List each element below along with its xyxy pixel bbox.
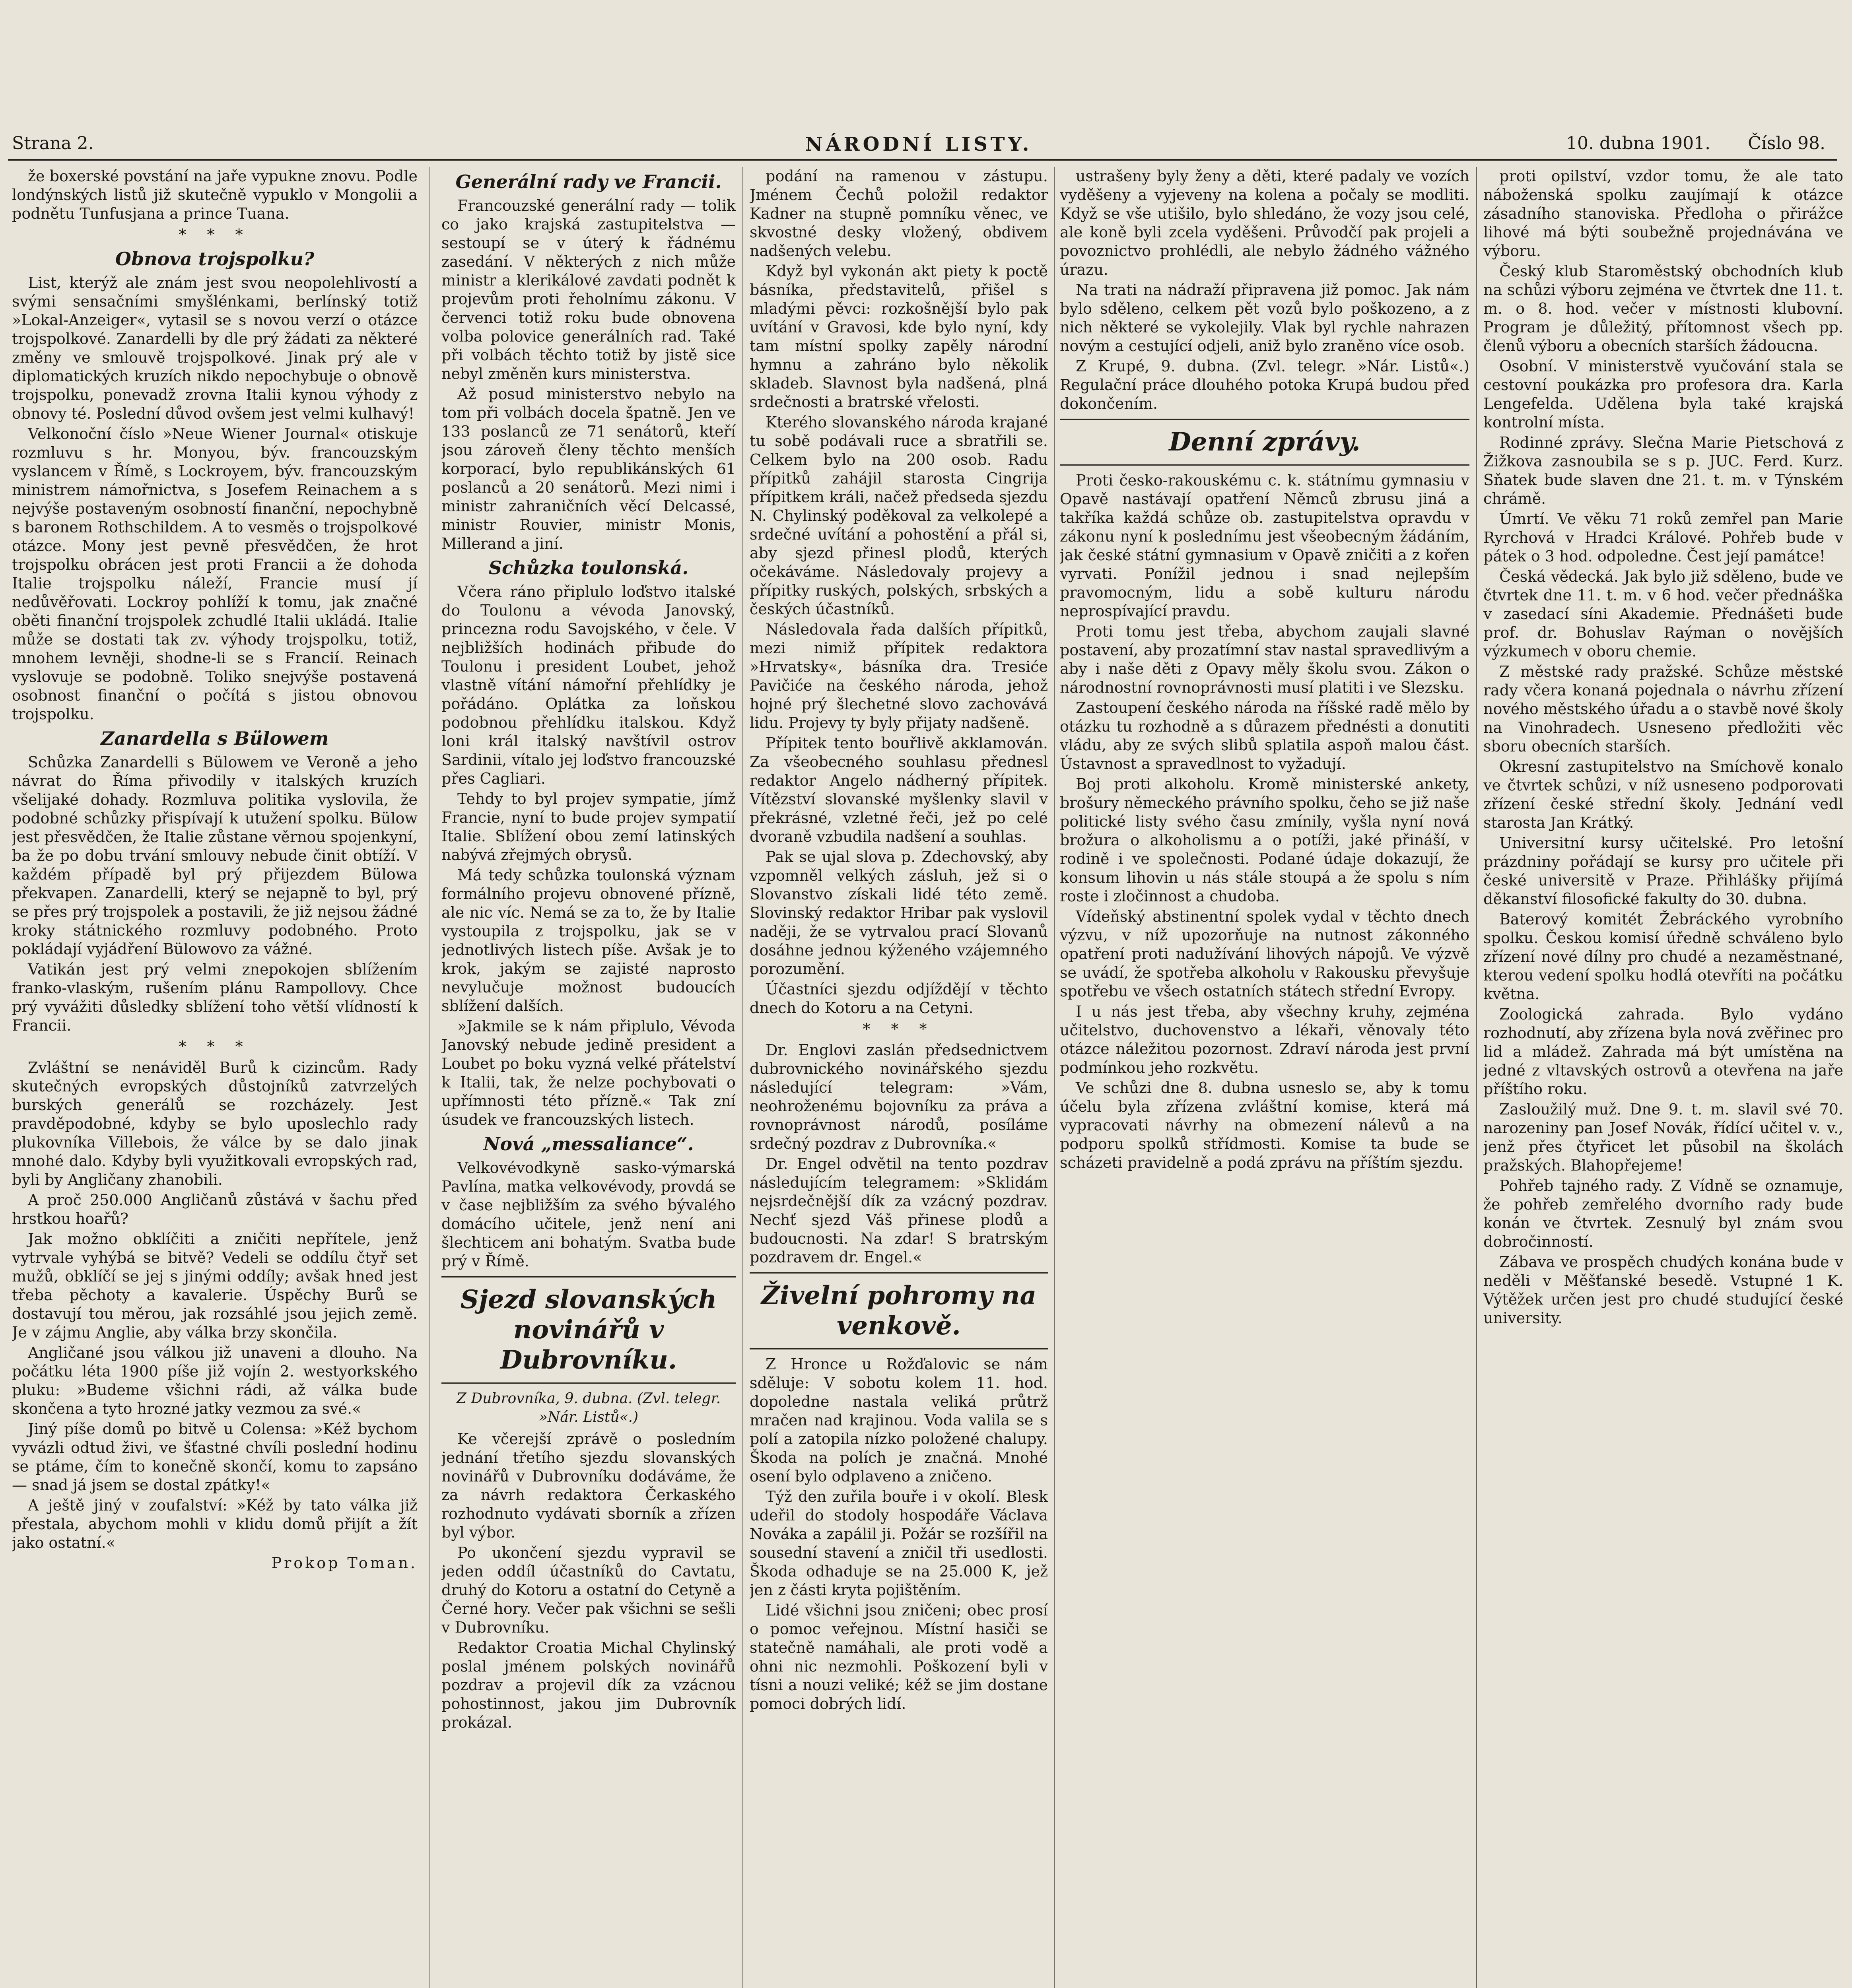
article-text: Redaktor Croatia Michal Chylinský poslal jménem polských novinářů pozdrav a projevil dík za vzácnou pohostinnost, jakou jim Dubrovník prokázal. <box>441 1639 736 1731</box>
article-text: Schůzka Zanardelli s Bülowem ve Veroně a jeho návrat do Říma přivodily v italských kruzích všelijaké dohady. Rozmluva politika vyslovila, že podobné schůzky přispívají k utužení spolku. Bülow jest přesvědčen, že Italie zůstane věrnou spojenkyní, ba že po dobu trvání smlouvy nebude činit obtíží. V každém případě byl prý přijezdem Bülowa překvapen. Zanardelli, který se nejapně to byl, prý se přes prý trojspolek a postavili, že již nejsou žádné kroky státnického rozmluvy podobného. Proto pokládají vyjádření Bülowovo za vážné. <box>12 753 418 958</box>
article-text: Rodinné zprávy. Slečna Marie Pietschová z Žižkova zasnoubila se s p. JUC. Ferd. Kurz. Sňatek bude slaven dne 21. t. m. v Týnském chrámě. <box>1483 434 1843 507</box>
article-text: Týž den zuřila bouře i v okolí. Blesk udeřil do stodoly hospodáře Václava Nováka a zapálil ji. Požár se rozšířil na sousední stavení a zničil tři usedlosti. Škoda odhaduje se na 25.000 K, jež jen z části kryta pojištěním. <box>750 1488 1048 1599</box>
article-text: Universitní kursy učitelské. Pro letošní prázdniny pořádají se kursy pro učitele při české universitě v Praze. Přihlášky přijímá děkanství filosofické fakulty do 30. dubna. <box>1483 834 1843 908</box>
column-1 <box>12 167 418 1988</box>
column-divider <box>1054 167 1055 1988</box>
article-text: Dr. Englovi zaslán předsednictvem dubrovnického novinářského sjezdu následující telegram: »Vám, neohroženému bojovníku za práva a rovnoprávnost národů, posíláme srdečný pozdrav z Dubrovníka.« <box>750 1041 1048 1152</box>
dateline: Z Dubrovníka, 9. dubna. (Zvl. telegr. »Nár. Listů«.) <box>456 1390 721 1425</box>
headline-rady: Generální rady ve Francii. <box>455 171 722 192</box>
column-5 <box>1483 167 1843 1988</box>
article-text: Kterého slovanského národa krajané tu sobě podávali ruce a sbratřili se. Celkem bylo na 200 osob. Radu přípitků zahájil starosta Cingrija přípitkem králi, načež předseda sjezdu N. Chylinský poděkoval za velkolepé a srdečné uvítání a pohostění a přál si, aby sjezd přinesl plodů, kterých očekáváme. Následovaly projevy a přípitky ruských, polských, srbských a českých účastníků. <box>750 414 1048 618</box>
article-text: že boxerské povstání na jaře vypukne znovu. Podle londýnských listů již skutečně vypuklo v Mongolii a podnětu Tunfusjana a prince Tuana. <box>12 167 418 222</box>
column-divider <box>1476 167 1477 1988</box>
article-text: Ve schůzi dne 8. dubna usneslo se, aby k tomu účelu byla zřízena zvláštní komise, která má vypracovati návrhy na obmezení nálevů a na podporu spolků střídmosti. Komise ta bude se scházeti pravidelně a podá zprávu na příštím sjezdu. <box>1060 1079 1469 1171</box>
separator: * * * <box>863 1020 935 1038</box>
article-text: proti opilství, vzdor tomu, že ale tato náboženská spolku zaujímají k otázce zásadního stanoviska. Předloha o přirážce lihové má býti soubežně projednávána ve výboru. <box>1483 167 1843 260</box>
headline-pohromy: Živelní pohromy na venkově. <box>761 1281 1036 1341</box>
article-text: Velkonoční číslo »Neue Wiener Journal« otiskuje rozmluvu s hr. Monyou, býv. francouzským vyslancem v Římě, s Lockroyem, býv. francouzským ministrem námořnictva, s Josefem Reinachem a s nejvýše postaveným osobností finanční, nepochybně s baronem Rothschildem. A to vesměs o trojspolkové otázce. Mony jest pevně přesvědčen, že hrot trojspolku obrácen jest proti Francii a že dohoda Italie trojspolku náleží, Francie musí jí nedůvěřovati. Lockroy pohlíží k tomu, jak značné oběti finanční trojspolek zchudlé Italii ukládá. Italie může se dostati tak zv. výhody trojspolku, totiž, mnohem levněji, shodne-li se s Francií. Reinach vyslovuje se podobně. Toliko snejvýše postavená osobnost finanční o počítá s jistou obnovou trojspolku. <box>12 425 418 723</box>
article-text: Přípitek tento bouřlivě akklamován. Za všeobecného souhlasu přednesl redaktor Angelo nádherný přípitek. Vítězství slovanské myšlenky slavil v překrásné, vzletné řeči, jež po celé dvoraně vzbudila nadšení a souhlas. <box>750 734 1048 845</box>
headline-schuzka: Schůzka toulonská. <box>488 557 689 579</box>
header-rule <box>8 159 1837 161</box>
article-text: Český klub Staroměstský obchodních klub na schůzi výboru zejména ve čtvrtek dne 11. t. m. o 8. hod. večer v místnosti klubovní. Program je důležitý, přítomnost všech pp. členů výboru a obecních starších žádoucna. <box>1483 262 1843 355</box>
article-text: Vatikán jest prý velmi znepokojen sblížením franko-vlaským, rušením plánu Rampollovy. Chce prý vyvážiti důsledky sblížení toho větší vlídností k Francii. <box>12 961 418 1034</box>
headline-box <box>1060 419 1469 466</box>
article-text: Po ukončení sjezdu vypravil se jeden oddíl účastníků do Cavtatu, druhý do Kotoru a ostatní do Cetyně a Černé hory. Večer pak všichni se sešli v Dubrovníku. <box>441 1544 736 1636</box>
article-text: Dr. Engel odvětil na tento pozdrav následujícím telegramem: »Sklidám nejsrdečnější dík za vzácný pozdrav. Nechť sjezd Váš přinese plodů a budoucnosti. Na zdar! S bratrským pozdravem dr. Engel.« <box>750 1155 1048 1266</box>
article-text: Lidé všichni jsou zničeni; obec prosí o pomoc veřejnou. Místní hasiči se statečně namáhali, ale proti vodě a ohni nic nezmohli. Poškození byli v tísni a nouzi veliké; kéž se jim dostane pomoci dobrých lidí. <box>750 1602 1048 1712</box>
article-text: Z Hronce u Rožďalovic se nám sděluje: V sobotu kolem 11. hod. dopoledne nastala veliká průtrž mračen nad krajinou. Voda valila se s polí a zatopila nízko položené chalupy. Škoda na polích je značná. Mnohé osení bylo odplaveno a zničeno. <box>750 1355 1048 1485</box>
article-text: Angličané jsou válkou již unaveni a dlouho. Na počátku léta 1900 píše již vojín 2. westyorkského pluku: »Budeme všichni rádi, až válka bude skončena a tyto hrozné jatky vezmou za své.« <box>12 1344 418 1417</box>
article-text: Účastníci sjezdu odjíždějí v těchto dnech do Kotoru a na Cetyni. <box>750 980 1048 1017</box>
article-text: Až posud ministerstvo nebylo na tom při volbách docela špatně. Jen ve 133 poslanců ze 71 senátorů, kteří jsou zároveň členy těchto menších korporací, bylo republikánských 61 poslanců a 20 senátorů. Mezi nimi i ministr zahraničních věcí Delcassé, ministr Rouvier, ministr Monis, Millerand a jiní. <box>441 385 736 552</box>
article-text: Baterový komitét Žebráckého vyrobního spolku. Českou komisí úředně schváleno bylo zřízení nové dílny pro chudé a nezaměstnané, kterou vedení spolku hodlá otevříti na počátku května. <box>1483 911 1843 1003</box>
article-text: Ke včerejší zprávě o posledním jednání třetího sjezdu slovanských novinářů v Dubrovníku dodáváme, že za návrh redaktora Čerkaského rozhodnuto vydávati sborník a zřízen byl výbor. <box>441 1430 736 1541</box>
article-text: Česká vědecká. Jak bylo již sděleno, bude ve čtvrtek dne 11. t. m. v 6 hod. večer přednáška v zasedací síni Akademie. Přednášeti bude prof. dr. Bohuslav Raýman o novějších výzkumech v oboru chemie. <box>1483 568 1843 660</box>
article-text: »Jakmile se k nám připlulo, Vévoda Janovský nebude jedině president a Loubet po boku vyzná velké přátelství k Italii, tak, že nelze pochybovati o upřímnosti této přízně.« Tak zní úsudek ve francouzských listech. <box>441 1017 736 1128</box>
article-text: Proti česko-rakouskému c. k. státnímu gymnasiu v Opavě nastávají opatření Němců zbrusu jiná a takříka každá schůze ob. zastupitelstva opravdu v zákonu nyní k poslednímu jest všeobecným žádáním, jak české státní gymnasium v Opavě zničiti a z kořen vyrvati. Ponížil jednou i snad nejlepším pravomocným, lidu a sobě kulturu národu neprospívající pravdu. <box>1060 472 1469 620</box>
separator: * * * <box>179 1038 251 1055</box>
article-text: Z městské rady pražské. Schůze městské rady včera konaná pojednala o návrhu zřízení nového městského úřadu a o stavbě nové školy na Vinohradech. Usneseno předložiti věc sboru obecních starších. <box>1483 663 1843 755</box>
article-text: Úmrtí. Ve věku 71 roků zemřel pan Marie Ryrchová v Hradci Králové. Pohřeb bude v pátek o 3 hod. odpoledne. Čest její památce! <box>1483 510 1843 565</box>
article-text: ustrašeny byly ženy a děti, které padaly ve vozích vyděšeny a vyjeveny na kolena a počaly se modliti. Když se vše utišilo, bylo shledáno, že vozy jsou celé, ale koně byli zcela vyděšeni. Průvodčí pak projeli a povoznictvo prohlédli, ale nebylo žádného vážného úrazu. <box>1060 167 1469 278</box>
article-text: I u nás jest třeba, aby všechny kruhy, zejména učitelstvo, duchovenstvo a lékaři, věnovaly této otázce náležitou pozornost. Zdraví národa jest první podmínkou jeho rozkvětu. <box>1060 1003 1469 1076</box>
newspaper-title: NÁRODNÍ LISTY. <box>805 133 1032 155</box>
article-text: Zábava ve prospěch chudých konána bude v neděli v Měšťanské besedě. Vstupné 1 K. Výtěžek určen jest pro chudé studující české university. <box>1483 1253 1843 1327</box>
article-text: Jiný píše domů po bitvě u Colensa: »Kéž bychom vyvázli odtud živi, ve šťastné chvíli poslední hodinu se ptáme, čím to konečně skončí, komu to zapsáno — snad já jsem se dostal zpátky!« <box>12 1420 418 1494</box>
column-divider <box>742 167 743 1988</box>
article-text: Následovala řada dalších přípitků, mezi nimiž přípitek redaktora »Hrvatsky«, básníka dra. Tresiće Pavičiće na českého národa, jehož hojné prý šlechetné slovo zachovává lidu. Projevy ty byly přijaty nadšeně. <box>750 621 1048 732</box>
headline-zanardella: Zanardella s Bülowem <box>101 728 329 749</box>
article-text: Boj proti alkoholu. Kromě ministerské ankety, brošury německého právního spolku, čeho se již naše politické listy svého času zmínily, vyšla nyní nová brožura o alkoholismu a o potíži, jaké přináší, v rodině i ve společnosti. Podané údaje dokazují, že konsum lihovin u nás stále stoupá a že spolu s ním roste i zločinnost a chudoba. <box>1060 775 1469 905</box>
headline-box <box>750 1272 1048 1349</box>
article-text: Zasloužilý muž. Dne 9. t. m. slavil své 70. narozeniny pan Josef Novák, řídící učitel v. v., jenž přes čtyřicet let působil na školách pražských. Blahopřejeme! <box>1483 1101 1843 1174</box>
article-text: Francouzské generální rady — tolik co jako krajská zastupitelstva — sestoupí se v úterý k řádnému zasedání. V některých z nich může ministr a klerikálové zavdati podnět k projevům proti řeholnímu zákonu. V červenci totiž roku bude obnovena volba polovice generálních rad. Také při volbách těchto totiž by jistě sice nebyl změněn kurs ministerstva. <box>441 197 736 382</box>
article-text: Pak se ujal slova p. Zdechovský, aby vzpomněl velkých zásluh, jež si o Slovanstvo získali lidé této země. Slovinský redaktor Hribar pak vyslovil naději, že se vytrvalou prací Slovanů dosáhne jednou kýženého vzájemného porozumění. <box>750 848 1048 978</box>
column-2 <box>441 167 736 1988</box>
headline-obnova: Obnova trojspolku? <box>115 248 315 270</box>
article-text: Zoologická zahrada. Bylo vydáno rozhodnutí, aby zřízena byla nová zvěřinec pro lid a mládež. Zahrada má být umístěna na jedné z vltavských ostrovů a otevřena na jaře příštího roku. <box>1483 1006 1843 1098</box>
article-text: podání na ramenou v zástupu. Jménem Čechů položil redaktor Kadner na stupně pomníku věnec, ve skvostné desky vložený, obdivem nadšených velebu. <box>750 167 1048 260</box>
article-text: Vídeňský abstinentní spolek vydal v těchto dnech výzvu, v níž upozorňuje na nutnost zákonného opatření proti nadužívání lihových nápojů. Ve výzvě se uvádí, že spotřeba alkoholu v Rakousku převyšuje spotřebu ve všech ostatních státech střední Evropy. <box>1060 908 1469 1000</box>
article-text: A proč 250.000 Angličanů zůstává v šachu před hrstkou hoařů? <box>12 1191 418 1227</box>
article-text: A ještě jiný v zoufalství: »Kéž by tato válka již přestala, abychom mohli v klidu domů přijít a žít jako ostatní.« <box>12 1497 418 1551</box>
article-text: Má tedy schůzka toulonská význam formálního projevu obnovené přízně, ale nic víc. Nemá se za to, že by Italie vystoupila z trojspolku, jak se v jednotlivých listech píše. Avšak je to krok, jakým se zajisté naprosto nevylučuje možnost budoucích sblížení dalších. <box>441 866 736 1015</box>
article-text: Když byl vykonán akt piety k poctě básníka, představitelů, přišel s mladými pěvci: rozkošnější bylo pak uvítání v Gravosi, kde bylo nyní, kdy tam místní spolky zapěly národní hymnu a zahráno bylo několik skladeb. Slavnost byla nadšená, plná srdečnosti a bratrské vřelosti. <box>750 262 1048 411</box>
page-number: Strana 2. <box>12 133 94 153</box>
article-text: Včera ráno připlulo loďstvo italské do Toulonu a vévoda Janovský, princezna rodu Savojského, v čele. V nejbližších hodinách přibude do Toulonu i president Loubet, jehož vlastně vítání námořní přehlídky je pořádáno. Oplátka za loňskou podobnou přehlídku italskou. Když loni král italský navštívil ostrov Sardinii, vítalo jej loďstvo francouzské přes Cagliari. <box>441 583 736 787</box>
article-text: Zastoupení českého národa na říšské radě mělo by otázku tu rozhodně a s důrazem přednésti a donutiti vládu, aby ze svých slibů splatila aspoň malou část. Ústavnost a spravedlnost to vyžadují. <box>1060 699 1469 773</box>
author-signature: Prokop Toman. <box>271 1554 418 1572</box>
article-text: Velkovévodkyně sasko-výmarská Pavlína, matka velkovévody, provdá se v čase nejbližším za svého bývalého domácího učitele, jenž není ani šlechticem ani bohatým. Svatba bude prý v Římě. <box>441 1159 736 1270</box>
issue-number: Číslo 98. <box>1748 133 1825 153</box>
article-text: Z Krupé, 9. dubna. (Zvl. telegr. »Nár. Listů«.) Regulační práce dlouhého potoka Krupá budou před dokončením. <box>1060 357 1469 412</box>
headline-sjezd: Sjezd slovanských novinářů v Dubrovníku. <box>460 1285 717 1375</box>
headline-box <box>441 1276 736 1384</box>
article-text: Pohřeb tajného rady. Z Vídně se oznamuje, že pohřeb zemřelého dvorního rady bude konán ve čtvrtek. Zesnulý byl znám svou dobročinností. <box>1483 1177 1843 1250</box>
page-header <box>12 133 1825 155</box>
headline-messaliance: Nová „messaliance“. <box>483 1133 694 1155</box>
column-divider <box>429 167 430 1988</box>
separator: * * * <box>179 226 251 243</box>
article-text: Na trati na nádraží připravena již pomoc. Jak nám bylo sděleno, celkem pět vozů bylo poškozeno, a z nich některé se vykolejily. Vlak byl rychle nahrazen novým a cestující odjeli, aniž bylo zraněno více osob. <box>1060 281 1469 355</box>
column-4 <box>1060 167 1469 1988</box>
column-3 <box>750 167 1048 1988</box>
article-text: List, kterýž ale znám jest svou neopolehlivostí a svými sensačními smyšlénkami, berlínský totiž »Lokal-Anzeiger«, vytasil se s novou verzí o otázce trojspolkové. Zanardelli by dle prý žádati za některé změny ve smlouvě trojspolkové. Jinak prý ale v diplomatických kruzích nikdo nepochybuje o obnově trojspolku, ponevadž zrovna Italii kynou výhody z obnovy té. Poslední důvod ovšem jest velmi kulhavý! <box>12 274 418 422</box>
article-text: Zvláštní se nenáviděl Burů k cizincům. Rady skutečných evropských důstojníků zatvrzelých burských generálů se rozcházely. Jest pravděpodobné, kdyby se bylo uposlechlo rady plukovníka Villebois, že válce by se dalo jinak mnohé dalo. Kdyby byli využitkovali evropských rad, byli by Angličany zhanobili. <box>12 1059 418 1188</box>
article-text: Tehdy to byl projev sympatie, jímž Francie, nyní to bude projev sympatií Italie. Sblížení obou zemí latinských nabývá zřejmých obrysů. <box>441 790 736 864</box>
headline-zpravy: Denní zprávy. <box>1169 427 1360 457</box>
article-text: Jak možno obklíčiti a zničiti nepřítele, jenž vytrvale vyhýbá se bitvě? Vedeli se oddílu čtyř set mužů, obklíčí se jej s jinými oddíly; avšak hned jest třeba pěchoty a kavalerie. Úspěchy Burů se dostavují tou měrou, jak rozsáhlé jsou jejich země. Je v zájmu Anglie, aby válka brzy skončila. <box>12 1230 418 1341</box>
article-text: Proti tomu jest třeba, abychom zaujali slavné postavení, aby prozatímní stav nastal spravedlivým a aby i naše děti z Opavy měly školu svou. Zákon o národnostní rovnoprávnosti musí platiti i ve Slezsku. <box>1060 623 1469 696</box>
article-text: Osobní. V ministerstvě vyučování stala se cestovní poukázka pro profesora dra. Karla Lengefelda. Udělena byla také krajská kontrolní místa. <box>1483 357 1843 431</box>
article-text: Okresní zastupitelstvo na Smíchově konalo ve čtvrtek schůzi, v níž usneseno podporovati zřízení české střední školy. Jednání vedl starosta Jan Krátký. <box>1483 758 1843 831</box>
issue-info <box>1534 133 1825 153</box>
issue-date: 10. dubna 1901. <box>1566 133 1711 153</box>
